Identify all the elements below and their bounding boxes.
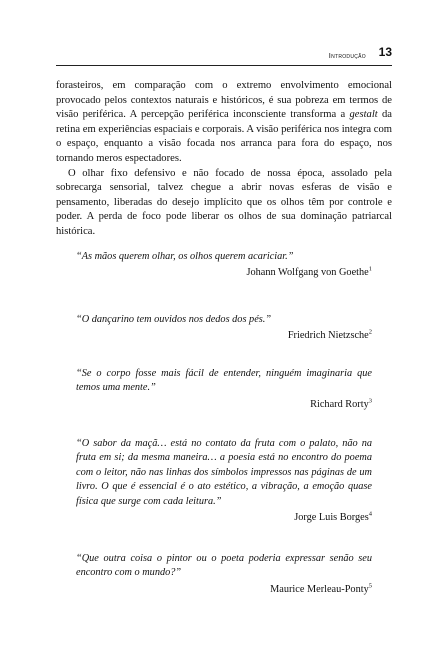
quote-text: “As mãos querem olhar, os olhos querem acariciar.” [76,251,294,262]
footnote-ref: 1 [368,265,372,273]
author-name: Johann Wolfgang von Goethe [246,267,369,279]
paragraph-1-start: forasteiros, em comparação com o extremo envolvimento emocional provocado pelos contextos naturais e históricos, é sua pobreza em termos de visão periférica. A percepção periférica inconsciente transforma a [56,80,392,121]
paragraph-1-emphasis: gestalt [349,109,378,121]
body-text [56,79,392,240]
epigraph-2 [76,313,372,344]
paragraph-1 [56,79,392,167]
quote-author [76,398,372,412]
section-title: Introdução [328,51,366,60]
header-rule [56,65,392,66]
footnote-ref: 3 [368,397,372,405]
quote-text: “O dançarino tem ouvidos nos dedos dos pés.” [76,314,272,325]
running-header [56,46,392,64]
epigraph-4 [76,437,372,525]
author-name: Friedrich Nietzsche [287,330,369,342]
quote-author [76,329,372,343]
epigraph-3 [76,367,372,412]
footnote-ref: 5 [368,582,372,590]
author-name: Richard Rorty [310,398,369,410]
footnote-ref: 2 [368,328,372,336]
paragraph-1-end: da retina em experiências espaciais e corporais. A visão periférica nos integra com o espaço, enquanto a visão focada nos arranca para fora do espaço, nos tornando meros espectadores. [56,109,392,164]
quote-author [76,511,372,525]
author-name: Maurice Merleau-Ponty [270,583,369,595]
epigraph-5 [76,552,372,597]
quote-author [76,266,372,280]
author-name: Jorge Luis Borges [294,512,369,524]
paragraph-2: O olhar fixo defensivo e não focado de nossa época, assolado pela sobrecarga sensorial, talvez chegue a abrir novas esferas de visão e pensamento, liberadas do desejo implícito que os olhos têm por controle e poder. A perda de foco pode liberar os olhos de sua dominação patriarcal histórica. [56,167,392,237]
quote-text: “O sabor da maçã… está no contato da fruta com o palato, não na fruta em si; da mesma maneira… a poesia está no encontro do poema com o leitor, não nas linhas dos símbolos impressos nas páginas de um livro. O que é essencial é o ato estético, a vibração, a emoção quase física que surge com cada leitura.” [76,438,372,507]
footnote-ref: 4 [368,510,372,518]
quote-text: “Se o corpo fosse mais fácil de entender, ninguém imaginaria que temos uma mente.” [76,368,372,394]
quote-author [76,583,372,597]
quote-text: “Que outra coisa o pintor ou o poeta poderia expressar senão seu encontro com o mundo?” [76,553,372,579]
epigraph-1 [76,250,372,281]
page-number: 13 [378,45,392,59]
